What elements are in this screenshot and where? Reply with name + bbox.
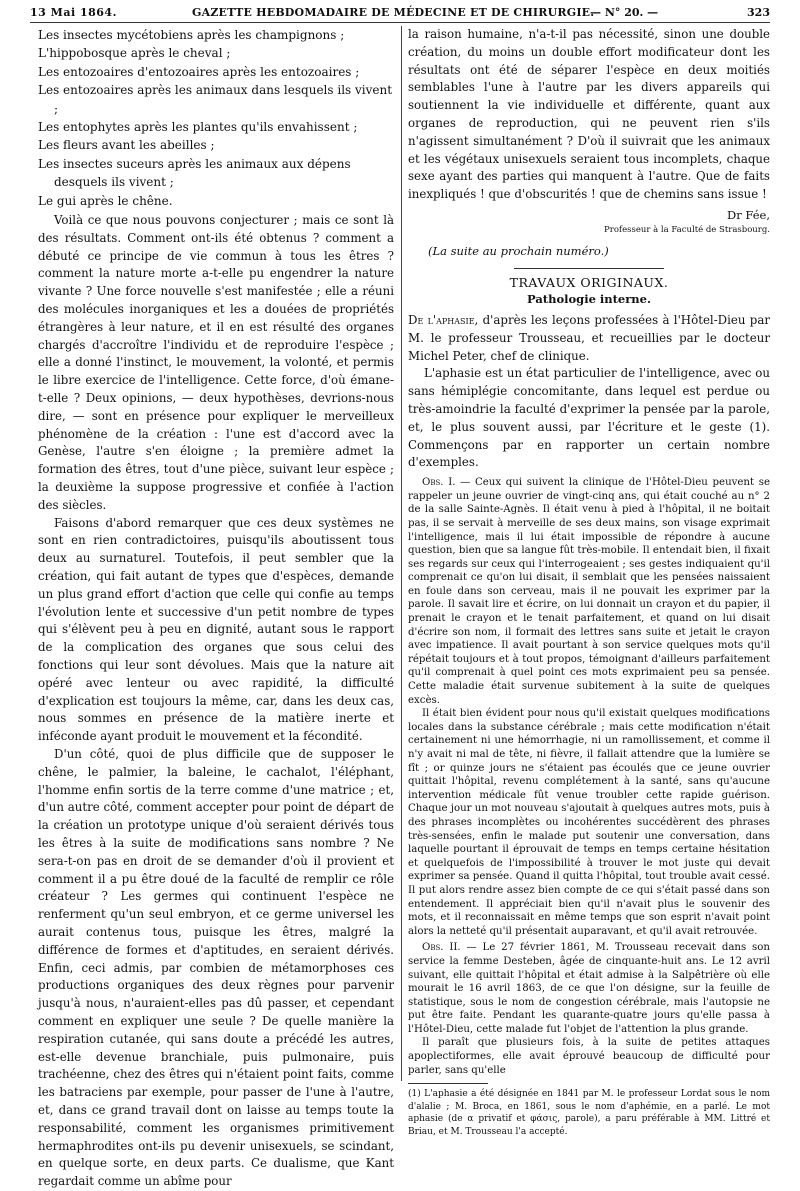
list-item: Les entozoaires d'entozoaires après les entozoaires ; — [38, 64, 360, 79]
obs1-label: Obs. I. — [422, 477, 456, 489]
footnote: (1) L'aphasie a été désignée en 1841 par M. le professeur Lordat sous le nom d'alalie ; M. Broca, en 1861, sous le nom d'aphémie, en a parlé. Le mot aphasie (de α privatif et φάσις, parole), a paru préférable à MM. Littré et Briau, et M. Trousseau l'a accepté. — [408, 1089, 770, 1138]
to-be-continued: (La suite au prochain numéro.) — [428, 243, 609, 258]
paragraph: D'un côté, quoi de plus difficile que de supposer le chêne, le palmier, la baleine, le cachalot, l'éléphant, l'homme enfin sortis de la terre comme d'une matrice ; et, d'un autre côté, comment accepter pour point de départ de la création un prototype unique d'où seraient dérivés tous les êtres à la suite de modifications sans nombre ? Ne sera-t-on pas en droit de se demander d'où il provient et comment il a pu être doué de la faculté de remplir ce rôle créateur ? Les germes qui continuent l'espèce ne renferment qu'un seul embryon, et ce germe universel les aurait contenus tous, puisque les êtres, malgré la différence de formes et d'aptitudes, en seraient dérivés. Enfin, ceci admis, par combien de métamorphoses ces productions organiques des deux règnes pour parvenir jusqu'à nous, n'auraient-elles pas dû passer, et cependant comment en expliquer une seule ? De quelle manière la respiration cutanée, qui sans doute a précédé les autres, est-elle devenue branchiale, puis pulmonaire, puis trachéenne, chez des êtres qui n'étaient point faits, comme les batraciens par exemple, pour passer de l'une à l'autre, et, dans ce grand travail dont on laisse au temps toute la responsabilité, comment les organismes primitivement hermaphrodites ont-ils pu devenir unisexuels, se scindant, en quelque sorte, en deux parts. Ce dualisme, que Kant regardait comme un abîme pour — [38, 746, 394, 1189]
section-title: TRAVAUX ORIGINAUX. — [509, 274, 669, 290]
list-item: Les insectes mycétobiens après les champignons ; — [38, 28, 345, 42]
obs2-label: Obs. II. — [422, 942, 461, 954]
observation-2-continued: Il paraît que plusieurs fois, à la suite de petites attaques apoplectiformes, elle avait éprouvé beaucoup de difficulté pour parler, sans qu'elle — [408, 1037, 770, 1076]
header-rule — [30, 22, 770, 23]
article-intro-rest: , d'après les leçons professées à l'Hôtel-Dieu par M. le professeur Trousseau, et recueillies par le docteur Michel Peter, chef de clinique. — [408, 312, 771, 363]
article-intro — [408, 312, 770, 365]
issue-number: — N° 20. — — [590, 6, 659, 19]
obs1-text: — Ceux qui suivent la clinique de l'Hôtel-Dieu peuvent se rappeler un jeune ouvrier de vingt-cinq ans, qui était couché au n° 2 de la salle Sainte-Agnès. Il était venu à pied à l'hôpital, il ne boitait pas, il se servait à merveille de ses deux mains, son visage exprimait l'intelligence, mais il lui était impossible de répondre à aucune question, bien que sa langue fût très-mobile. Il entendait bien, il fixait ses regards sur ceux qui l'interrogeaient ; ses gestes indiquaient qu'il comprenait ce qu'on lui disait, il semblait que les pensées naissaient en foule dans son cerveau, mais il ne pouvait les exprimer par la parole. Il savait lire et écrire, on lui donnait un crayon et du papier, il prenait le crayon et le tenait parfaitement, et quand on lui disait d'écrire son nom, il formait des lettres sans suite et jetait le crayon avec impatience. Il avait pourtant à son service quelques mots qu'il répétait toujours et à tout propos, témoignant d'ailleurs parfaitement qu'il comprenait à quel point ces mots exprimaient peu sa pensée. Cette maladie était survenue subitement à la suite de quelques excès. — [408, 477, 771, 706]
list-item: Les fleurs avant les abeilles ; — [38, 138, 215, 153]
continuation-paragraph: la raison humaine, n'a-t-il pas nécessité, sinon une double création, du moins un double effort modificateur dont les résultats ont été de séparer l'espèce en deux moitiés semblables l'une à l'autre par les divers appareils qui soutiennent la vie individuelle et différente, quant aux organes de reproduction, qui ne peuvent rien s'ils n'agissent simultanément ? D'où il suivrait que les animaux et les végétaux unisexuels seraient tous incomplets, chaque sexe ayant des parties qui manquent à l'autre. Que de faits inexpliqués ! que d'obscurités ! que de chemins sans issue ! — [408, 27, 770, 202]
list-item: Les entozoaires après les animaux dans lesquels ils vivent ; — [38, 83, 393, 116]
signature-name: Dr Fée, — [727, 207, 770, 222]
observation-1-continued: Il était bien évident pour nous qu'il existait quelques modifications locales dans la substance cérébrale ; mais cette modification n'était certainement ni une hémorrhagie, ni un ramollissement, et comme il n'y avait ni mal de tête, ni fièvre, il fallait attendre que la lumière se fît ; or quinze jours ne s'étaient pas écoulés que ce jeune ouvrier quittait l'hôpital, revenu complétement à la santé, sans qu'aucune intervention médicale fût venue troubler cette rapide guérison. Chaque jour un mot nouveau s'ajoutait à quelques autres mots, puis à des phrases incomplètes ou incohérentes succédèrent des phrases très-sensées, enfin le malade put soutenir une conversation, dans laquelle pourtant il éprouvait de temps en temps certaine hésitation et quelquefois de l'impossibilité à trouver le mot juste qui devait exprimer sa pensée. Quand il quitta l'hôpital, tout trouble avait cessé. Il put alors rendre assez bien compte de ce qui s'était passé dans son entendement. Il appréciait bien qu'il n'avait plus le souvenir des mots, et il reconnaissait en même temps que son esprit n'avait point alors la netteté qu'il présentait auparavant, et qu'il avait retrouvée. — [408, 708, 770, 937]
signature-affiliation: Professeur à la Faculté de Strasbourg. — [604, 224, 770, 235]
column-divider — [401, 26, 402, 1081]
list-item: Les insectes suceurs après les animaux aux dépens desquels ils vivent ; — [38, 156, 351, 190]
footnote-rule — [408, 1083, 488, 1084]
section-subtitle: Pathologie interne. — [526, 291, 651, 306]
running-header — [30, 6, 770, 22]
list-item: Le gui après le chêne. — [38, 193, 173, 208]
paragraph: Faisons d'abord remarquer que ces deux systèmes ne sont en rien contradictoires, puisqu'ils aboutissent tous deux au surnaturel. Toutefois, il peut sembler que la création, qui fait autant de types que d'espèces, demande un plus grand effort d'action que celle qui confie au temps l'évolution lente et successive d'un petit nombre de types qui s'élèvent peu à peu en dignité, autant sous le rapport de la complication des organes que sous celui des fonctions qui leur sont dévolues. Mais que la nature ait opéré avec lenteur ou avec rapidité, la difficulté d'explication est toujours la même, car, dans les deux cas, nous sommes en présence de la matière inerte et inféconde ayant produit le mouvement et la fécondité. — [38, 515, 394, 744]
right-column — [408, 26, 771, 1138]
observation-2 — [408, 941, 770, 1036]
article-paragraph: L'aphasie est un état particulier de l'intelligence, avec ou sans hémiplégie concomitante, dans lequel est perdue ou très-amoindrie la faculté d'exprimer la pensée par la parole, et, le plus souvent aussi, par l'écriture et le geste (1). Commençons par en rapporter un certain nombre d'exemples. — [408, 366, 770, 470]
observation-1 — [408, 476, 770, 707]
list-item: Les entophytes après les plantes qu'ils envahissent ; — [38, 120, 358, 135]
list-item: L'hippobosque après le cheval ; — [38, 46, 231, 61]
page-number: 323 — [747, 6, 770, 19]
left-column — [38, 26, 394, 1189]
signature — [408, 208, 770, 238]
paragraph: Voilà ce que nous pouvons conjecturer ; mais ce sont là des résultats. Comment ont-ils été obtenus ? comment a débuté ce principe de vie commun à tous les êtres ? comment la nature morte a-t-elle pu engendrer la nature vivante ? Une force nouvelle s'est manifestée ; elle a réuni des molécules inorganiques et les a douées de propriétés étrangères à leur nature, et il en est résulté des organes chargés d'accroître l'individu et de reproduire l'espèce ; elle a donné l'instinct, le mouvement, la volonté, et permis le libre exercice de l'intelligence. Cette force, d'où émane-t-elle ? Deux opinions, — deux hypothèses, devrions-nous dire, — sont en présence pour expliquer le merveilleux phénomène de la création : l'une est d'accord avec la Genèse, l'autre s'en éloigne ; la première admet la formation des êtres, tout d'une pièce, suivant leur espèce ; la deuxième la suppose progressive et confiée à l'action des siècles. — [38, 213, 394, 512]
section-divider — [514, 268, 664, 269]
header-date: 13 Mai 1864. — [30, 6, 117, 19]
journal-title: GAZETTE HEBDOMADAIRE DE MÉDECINE ET DE CHIRURGIE. — [192, 6, 595, 19]
article-lead: De l'aphasie — [408, 312, 475, 327]
obs2-text: — Le 27 février 1861, M. Trousseau recevait dans son service la femme Desteben, âgée de cinquante-huit ans. Le 12 avril suivant, elle quittait l'hôpital et était admise à la Salpêtrière où elle mourait le 16 avril 1863, de ce que l'on désigne, sur la feuille de statistique, sous le nom de congestion cérébrale, mais l'autopsie ne put être faite. Pendant les quarante-quatre jours qu'elle passa à l'Hôtel-Dieu, cette malade fut l'objet de l'attention la plus grande. — [408, 942, 770, 1035]
